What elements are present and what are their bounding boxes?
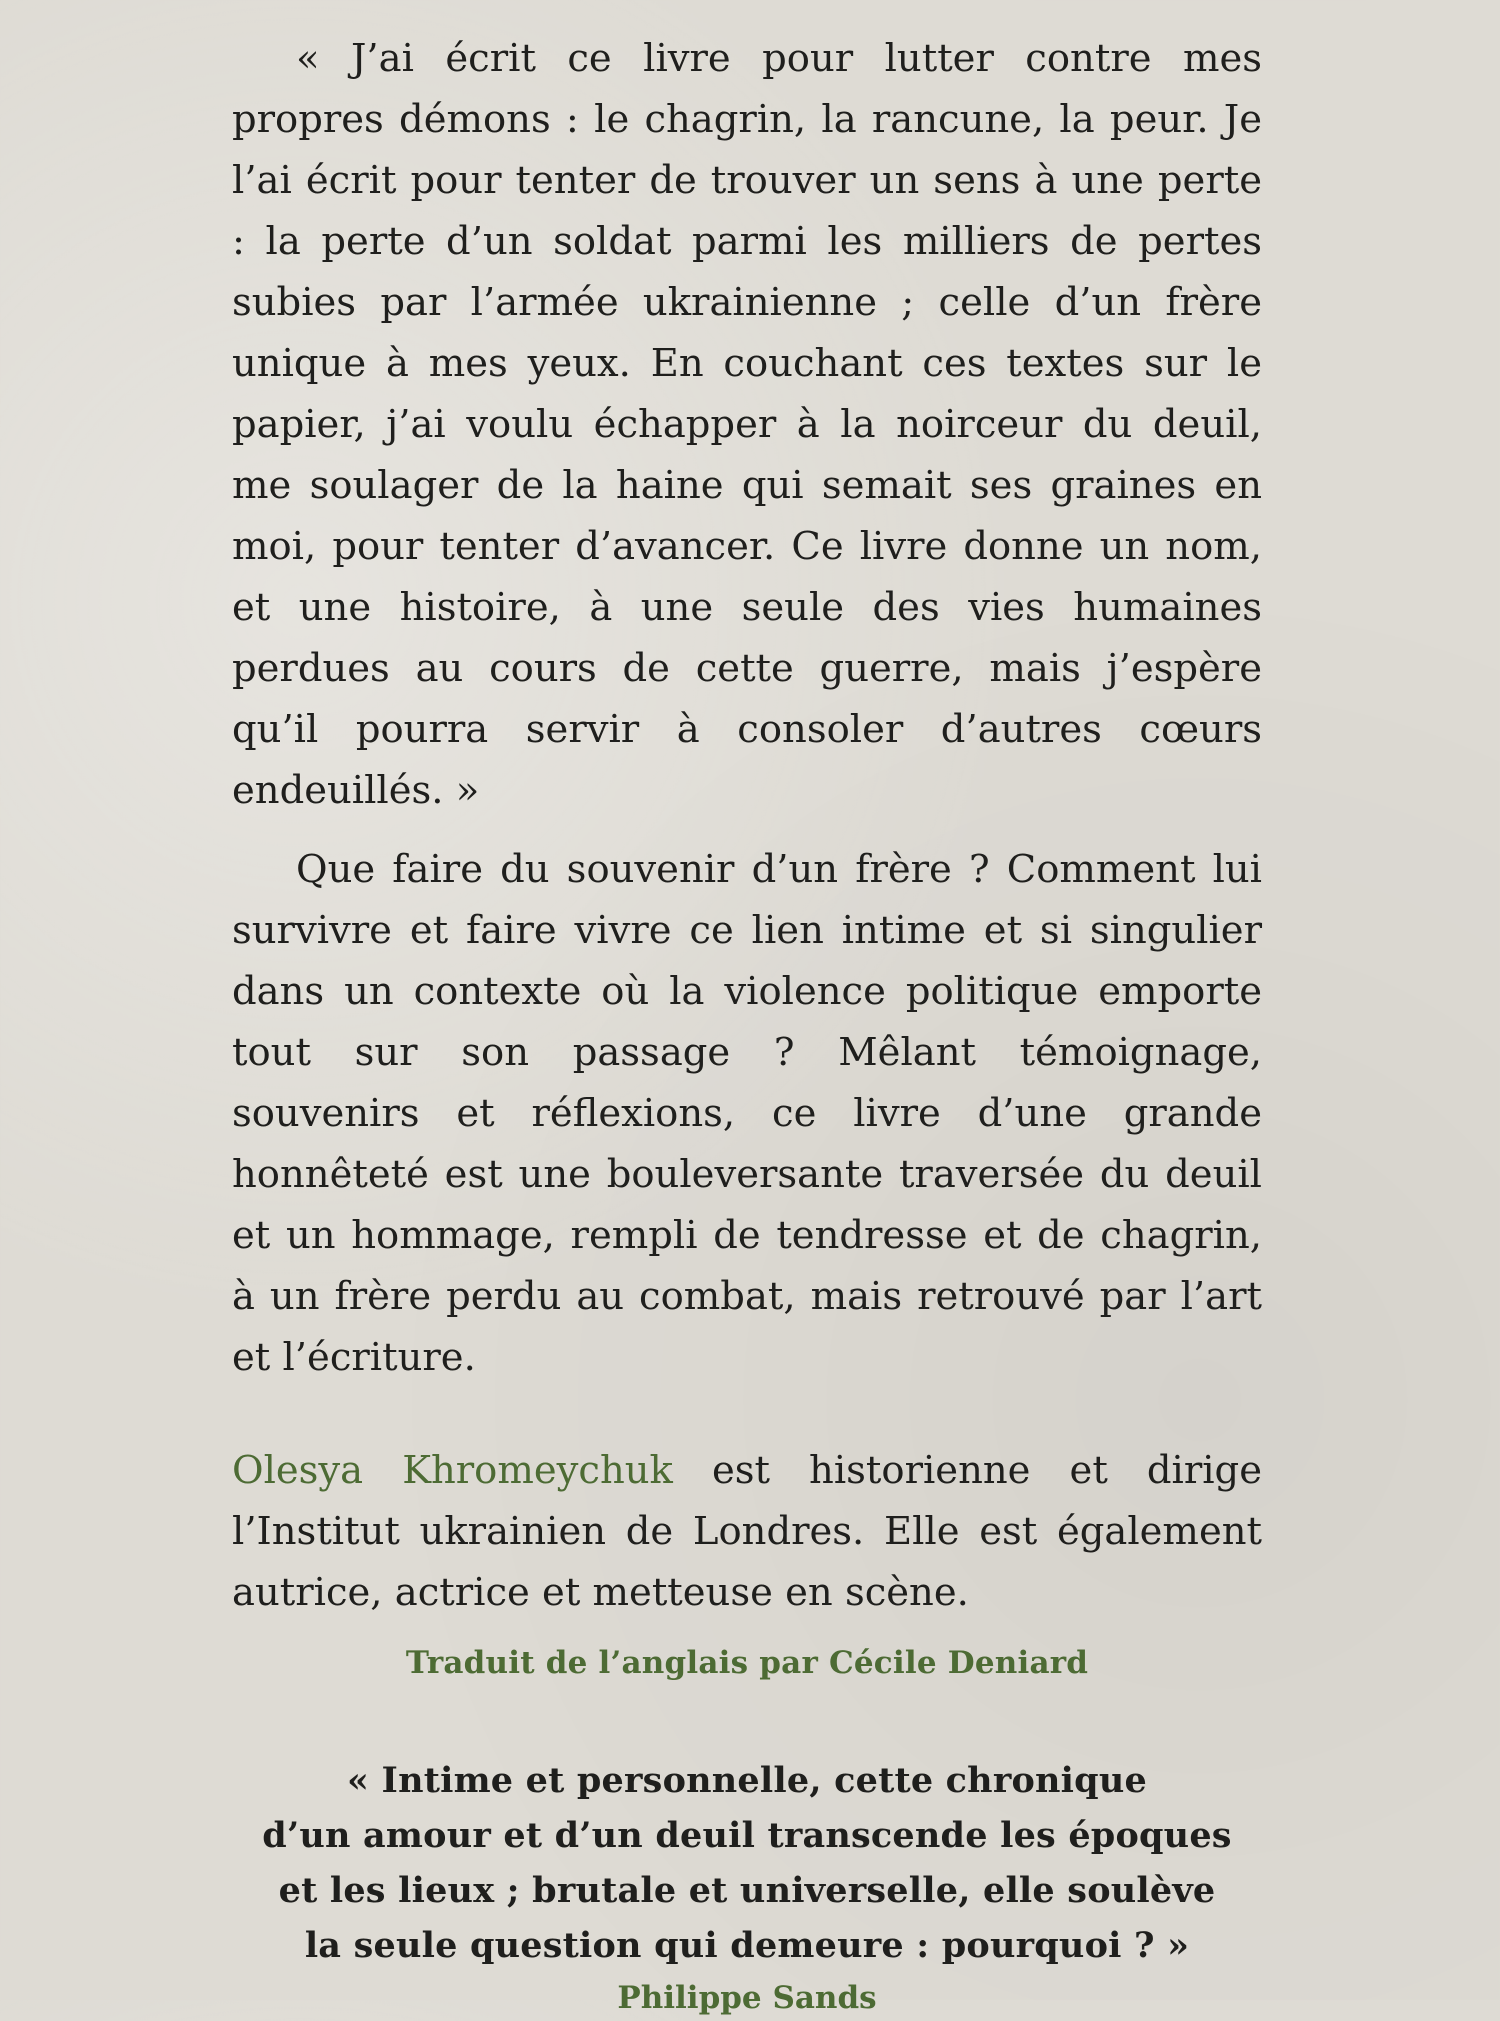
blurb-line: « Intime et personnelle, cette chronique bbox=[347, 1760, 1147, 1801]
author-bio bbox=[232, 1440, 1262, 1623]
blurb-attribution: Philippe Sands bbox=[617, 1980, 877, 2016]
author-bio-text: est historienne et dirige l’Institut ukrainien de Londres. Elle est également autrice, actrice et metteuse en scène. bbox=[232, 1448, 1262, 1615]
blurb-line: la seule question qui demeure : pourquoi ? » bbox=[304, 1925, 1190, 1966]
blurb-line: d’un amour et d’un deuil transcende les époques bbox=[262, 1815, 1232, 1856]
back-cover-text bbox=[232, 28, 1262, 2021]
summary-paragraph: Que faire du souvenir d’un frère ? Comment lui survivre et faire vivre ce lien intime et si singulier dans un contexte où la violence politique emporte tout sur son passage ? Mêlant témoignage, souvenirs et réflexions, ce livre d’une grande honnêteté est une bouleversante traversée du deuil et un hommage, rempli de tendresse et de chagrin, à un frère perdu au combat, mais retrouvé par l’art et l’écriture. bbox=[232, 847, 1262, 1380]
press-blurb bbox=[232, 1753, 1262, 1973]
author-name: Olesya Khromeychuk bbox=[232, 1448, 673, 1493]
translator-credit: Traduit de l’anglais par Cécile Deniard bbox=[405, 1645, 1089, 1681]
quote-paragraph: « J’ai écrit ce livre pour lutter contre mes propres démons : le chagrin, la rancune, la peur. Je l’ai écrit pour tenter de trouver un sens à une perte : la perte d’un soldat parmi les milliers de pertes subies par l’armée ukrainienne ; celle d’un frère unique à mes yeux. En couchant ces textes sur le papier, j’ai voulu échapper à la noirceur du deuil, me soulager de la haine qui semait ses graines en moi, pour tenter d’avancer. Ce livre donne un nom, et une histoire, à une seule des vies humaines perdues au cours de cette guerre, mais j’espère qu’il pourra servir à consoler d’autres cœurs endeuillés. » bbox=[232, 36, 1262, 813]
blurb-line: et les lieux ; brutale et universelle, elle soulève bbox=[278, 1870, 1216, 1911]
